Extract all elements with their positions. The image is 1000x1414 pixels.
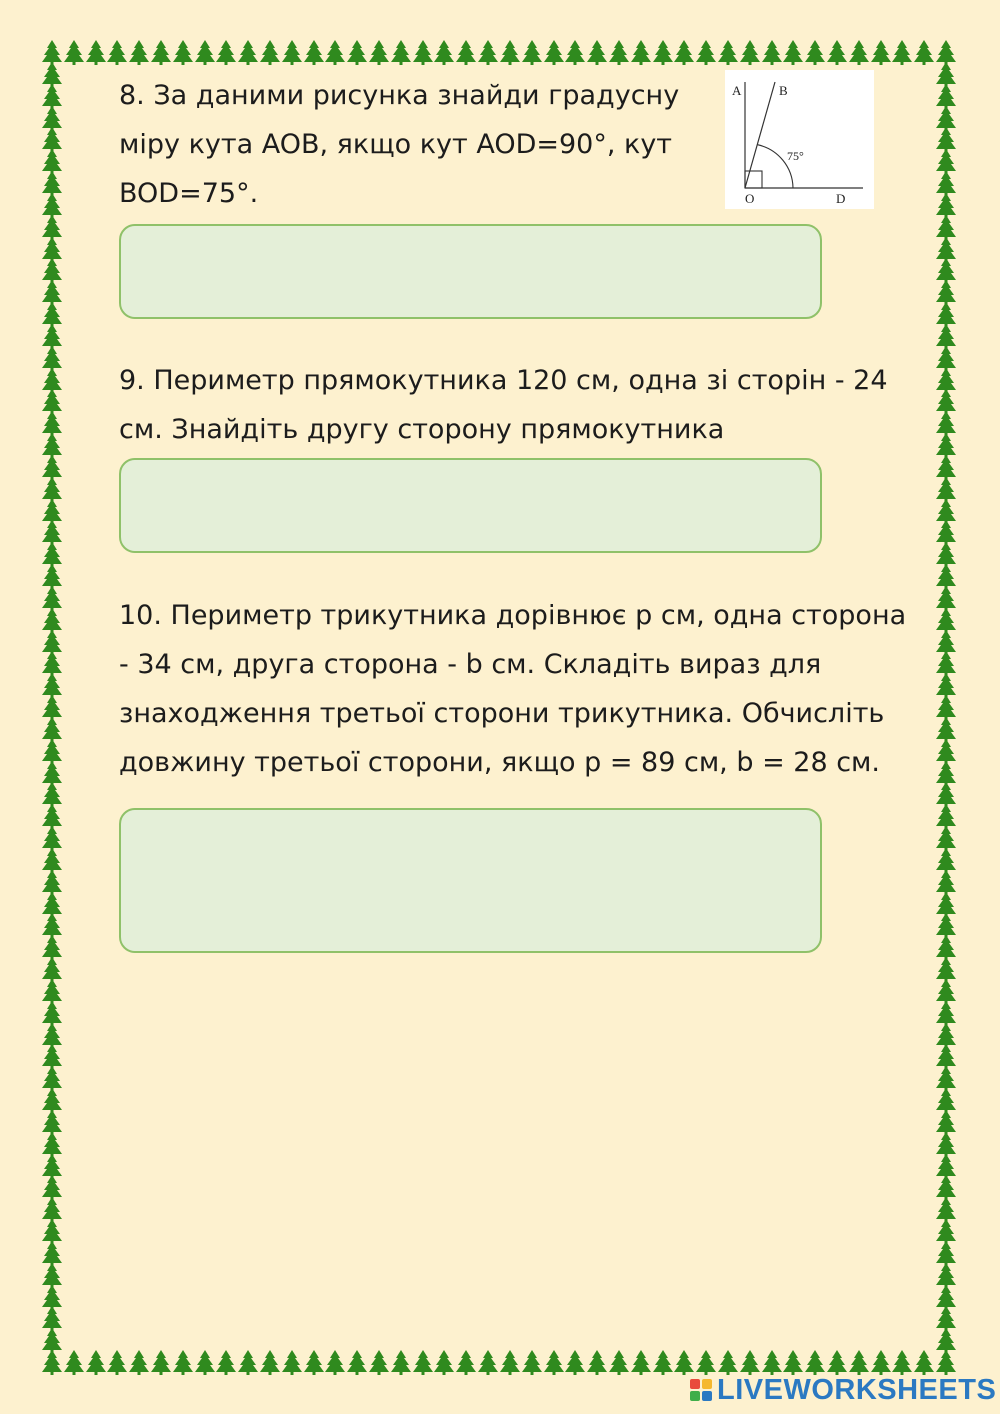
pine-tree-icon: [42, 324, 62, 349]
pine-tree-icon: [500, 1350, 520, 1375]
pine-tree-icon: [805, 1350, 825, 1375]
pine-tree-icon: [195, 1350, 215, 1375]
pine-tree-icon: [42, 346, 62, 371]
pine-tree-icon: [936, 695, 956, 720]
pine-tree-icon: [42, 1350, 62, 1375]
pine-tree-icon: [936, 782, 956, 807]
pine-tree-icon: [936, 1306, 956, 1331]
answer-input-10[interactable]: [119, 808, 822, 953]
pine-tree-icon: [42, 826, 62, 851]
pine-tree-icon: [936, 739, 956, 764]
question-8-line: 8. За даними рисунка знайди градусну: [119, 80, 680, 111]
pine-tree-icon: [456, 40, 476, 65]
pine-tree-icon: [936, 1044, 956, 1069]
pine-tree-icon: [871, 40, 891, 65]
pine-tree-icon: [936, 870, 956, 895]
pine-tree-icon: [718, 40, 738, 65]
pine-tree-icon: [260, 1350, 280, 1375]
pine-tree-icon: [173, 40, 193, 65]
question-8-line: BOD=75°.: [119, 178, 259, 209]
pine-tree-icon: [478, 40, 498, 65]
pine-tree-icon: [325, 1350, 345, 1375]
pine-tree-icon: [42, 804, 62, 829]
question-9-line: см. Знайдіть другу сторону прямокутника: [119, 414, 725, 445]
question-9-line: 9. Периметр прямокутника 120 см, одна зі сторін - 24: [119, 365, 888, 396]
pine-tree-icon: [42, 870, 62, 895]
pine-tree-icon: [86, 1350, 106, 1375]
pine-tree-icon: [762, 1350, 782, 1375]
pine-tree-icon: [936, 62, 956, 87]
pine-tree-icon: [369, 40, 389, 65]
pine-tree-icon: [936, 1001, 956, 1026]
pine-tree-icon: [42, 957, 62, 982]
pine-tree-icon: [936, 1110, 956, 1135]
question-10-line: знаходження третьої сторони трикутника. Обчисліть: [119, 698, 885, 729]
pine-tree-icon: [936, 1219, 956, 1244]
question-9-text: [119, 356, 888, 454]
pine-tree-icon: [42, 171, 62, 196]
pine-tree-icon: [936, 324, 956, 349]
pine-tree-icon: [42, 389, 62, 414]
pine-tree-icon: [936, 455, 956, 480]
pine-tree-icon: [238, 40, 258, 65]
pine-tree-icon: [42, 695, 62, 720]
answer-input-9[interactable]: [119, 458, 822, 553]
label-b: B: [779, 83, 788, 98]
question-8-line: міру кута AOB, якщо кут AOD=90°, кут: [119, 129, 673, 160]
pine-tree-icon: [696, 1350, 716, 1375]
pine-tree-icon: [42, 651, 62, 676]
pine-tree-icon: [42, 411, 62, 436]
pine-tree-icon: [936, 389, 956, 414]
pine-tree-icon: [653, 40, 673, 65]
pine-tree-icon: [936, 127, 956, 152]
pine-tree-icon: [914, 40, 934, 65]
angle-diagram-svg: [725, 70, 874, 209]
pine-tree-icon: [42, 62, 62, 87]
pine-tree-icon: [936, 171, 956, 196]
pine-tree-icon: [42, 586, 62, 611]
pine-tree-icon: [42, 935, 62, 960]
pine-tree-icon: [42, 477, 62, 502]
pine-tree-icon: [42, 542, 62, 567]
pine-tree-icon: [936, 1175, 956, 1200]
pine-tree-icon: [718, 1350, 738, 1375]
pine-tree-icon: [304, 40, 324, 65]
pine-tree-icon: [282, 1350, 302, 1375]
pine-tree-icon: [936, 520, 956, 545]
pine-tree-icon: [587, 40, 607, 65]
pine-tree-icon: [129, 1350, 149, 1375]
pine-tree-icon: [827, 40, 847, 65]
pine-tree-icon: [565, 1350, 585, 1375]
pine-tree-icon: [936, 608, 956, 633]
angle-diagram: [725, 70, 874, 209]
pine-tree-icon: [216, 40, 236, 65]
pine-tree-icon: [936, 1328, 956, 1353]
pine-tree-icon: [42, 1066, 62, 1091]
pine-tree-icon: [740, 1350, 760, 1375]
pine-tree-icon: [936, 280, 956, 305]
pine-tree-icon: [64, 40, 84, 65]
pine-tree-icon: [892, 40, 912, 65]
pine-tree-icon: [936, 40, 956, 65]
pine-tree-icon: [42, 782, 62, 807]
pine-tree-icon: [653, 1350, 673, 1375]
logo-text: LIVEWORKSHEETS: [717, 1373, 997, 1406]
pine-tree-icon: [42, 149, 62, 174]
pine-tree-icon: [42, 1197, 62, 1222]
pine-tree-icon: [936, 149, 956, 174]
pine-tree-icon: [151, 1350, 171, 1375]
pine-tree-icon: [304, 1350, 324, 1375]
pine-tree-icon: [107, 1350, 127, 1375]
pine-tree-icon: [42, 1328, 62, 1353]
pine-tree-icon: [42, 302, 62, 327]
pine-tree-icon: [936, 1066, 956, 1091]
pine-tree-icon: [936, 1197, 956, 1222]
pine-tree-icon: [565, 40, 585, 65]
pine-tree-icon: [42, 1110, 62, 1135]
pine-tree-icon: [783, 40, 803, 65]
pine-tree-icon: [42, 1132, 62, 1157]
pine-tree-icon: [522, 1350, 542, 1375]
pine-tree-icon: [42, 193, 62, 218]
pine-tree-icon: [413, 1350, 433, 1375]
label-a: A: [732, 83, 742, 98]
liveworksheets-logo[interactable]: [690, 1373, 996, 1407]
pine-tree-icon: [42, 564, 62, 589]
pine-tree-icon: [456, 1350, 476, 1375]
pine-tree-icon: [42, 433, 62, 458]
pine-tree-icon: [42, 1175, 62, 1200]
pine-tree-icon: [522, 40, 542, 65]
pine-tree-icon: [216, 1350, 236, 1375]
pine-tree-icon: [42, 127, 62, 152]
answer-input-8[interactable]: [119, 224, 822, 319]
angle-label: 75°: [787, 149, 804, 163]
pine-tree-icon: [173, 1350, 193, 1375]
pine-tree-icon: [42, 455, 62, 480]
pine-tree-icon: [42, 608, 62, 633]
pine-tree-icon: [936, 1241, 956, 1266]
pine-tree-icon: [195, 40, 215, 65]
pine-tree-icon: [740, 40, 760, 65]
pine-tree-icon: [936, 804, 956, 829]
pine-tree-icon: [42, 40, 62, 65]
pine-tree-icon: [936, 1088, 956, 1113]
pine-tree-icon: [260, 40, 280, 65]
pine-tree-icon: [936, 346, 956, 371]
pine-tree-icon: [42, 717, 62, 742]
ray-ob: [745, 82, 775, 188]
pine-tree-icon: [631, 40, 651, 65]
pine-tree-icon: [347, 1350, 367, 1375]
pine-tree-icon: [936, 542, 956, 567]
pine-tree-icon: [42, 1219, 62, 1244]
pine-tree-icon: [936, 673, 956, 698]
pine-tree-icon: [42, 1088, 62, 1113]
pine-tree-icon: [42, 848, 62, 873]
pine-tree-icon: [86, 40, 106, 65]
pine-tree-icon: [107, 40, 127, 65]
pine-tree-icon: [42, 520, 62, 545]
pine-tree-icon: [42, 1263, 62, 1288]
pine-tree-icon: [609, 40, 629, 65]
pine-tree-icon: [42, 913, 62, 938]
pine-tree-icon: [936, 215, 956, 240]
pine-tree-icon: [871, 1350, 891, 1375]
question-10-line: 10. Периметр трикутника дорівнює p см, одна сторона: [119, 600, 907, 631]
pine-tree-icon: [827, 1350, 847, 1375]
pine-tree-icon: [936, 411, 956, 436]
pine-tree-icon: [434, 40, 454, 65]
liveworksheets-logo-icon: [690, 1379, 712, 1401]
pine-tree-icon: [587, 1350, 607, 1375]
pine-tree-icon: [434, 1350, 454, 1375]
pine-tree-icon: [413, 40, 433, 65]
pine-tree-icon: [805, 40, 825, 65]
pine-tree-icon: [42, 1306, 62, 1331]
pine-tree-icon: [936, 979, 956, 1004]
pine-tree-icon: [762, 40, 782, 65]
pine-tree-icon: [936, 1263, 956, 1288]
question-10-line: - 34 см, друга сторона - b см. Складіть вираз для: [119, 649, 822, 680]
pine-tree-icon: [347, 40, 367, 65]
pine-tree-icon: [609, 1350, 629, 1375]
pine-tree-icon: [936, 258, 956, 283]
pine-tree-icon: [936, 848, 956, 873]
pine-tree-icon: [151, 40, 171, 65]
pine-tree-icon: [892, 1350, 912, 1375]
pine-tree-icon: [936, 433, 956, 458]
pine-tree-icon: [42, 84, 62, 109]
pine-tree-icon: [849, 1350, 869, 1375]
pine-tree-icon: [238, 1350, 258, 1375]
pine-tree-icon: [325, 40, 345, 65]
pine-tree-icon: [936, 477, 956, 502]
pine-tree-icon: [783, 1350, 803, 1375]
question-10-text: [119, 591, 906, 787]
pine-tree-icon: [42, 215, 62, 240]
pine-tree-icon: [42, 979, 62, 1004]
pine-tree-icon: [674, 1350, 694, 1375]
pine-tree-icon: [64, 1350, 84, 1375]
pine-tree-icon: [391, 1350, 411, 1375]
pine-tree-icon: [42, 280, 62, 305]
pine-tree-icon: [936, 586, 956, 611]
pine-tree-icon: [936, 1132, 956, 1157]
pine-tree-icon: [544, 40, 564, 65]
label-o: O: [745, 191, 755, 206]
pine-tree-icon: [391, 40, 411, 65]
pine-tree-icon: [631, 1350, 651, 1375]
pine-tree-icon: [42, 258, 62, 283]
pine-tree-icon: [129, 40, 149, 65]
pine-tree-icon: [674, 40, 694, 65]
pine-tree-icon: [282, 40, 302, 65]
label-d: D: [836, 191, 846, 206]
pine-tree-icon: [936, 826, 956, 851]
pine-tree-icon: [936, 302, 956, 327]
pine-tree-icon: [914, 1350, 934, 1375]
pine-tree-icon: [936, 957, 956, 982]
pine-tree-icon: [936, 564, 956, 589]
pine-tree-icon: [500, 40, 520, 65]
pine-tree-icon: [696, 40, 716, 65]
pine-tree-icon: [849, 40, 869, 65]
pine-tree-icon: [936, 935, 956, 960]
pine-tree-icon: [544, 1350, 564, 1375]
pine-tree-icon: [936, 84, 956, 109]
pine-tree-icon: [936, 193, 956, 218]
question-10-line: довжину третьої сторони, якщо p = 89 см, b = 28 см.: [119, 747, 881, 778]
pine-tree-icon: [936, 651, 956, 676]
pine-tree-icon: [42, 1241, 62, 1266]
pine-tree-icon: [478, 1350, 498, 1375]
pine-tree-icon: [369, 1350, 389, 1375]
pine-tree-icon: [42, 1044, 62, 1069]
pine-tree-icon: [936, 913, 956, 938]
pine-tree-icon: [42, 739, 62, 764]
pine-tree-icon: [936, 1350, 956, 1375]
question-8-text: [119, 71, 679, 218]
pine-tree-icon: [42, 1001, 62, 1026]
pine-tree-icon: [42, 673, 62, 698]
pine-tree-icon: [936, 717, 956, 742]
